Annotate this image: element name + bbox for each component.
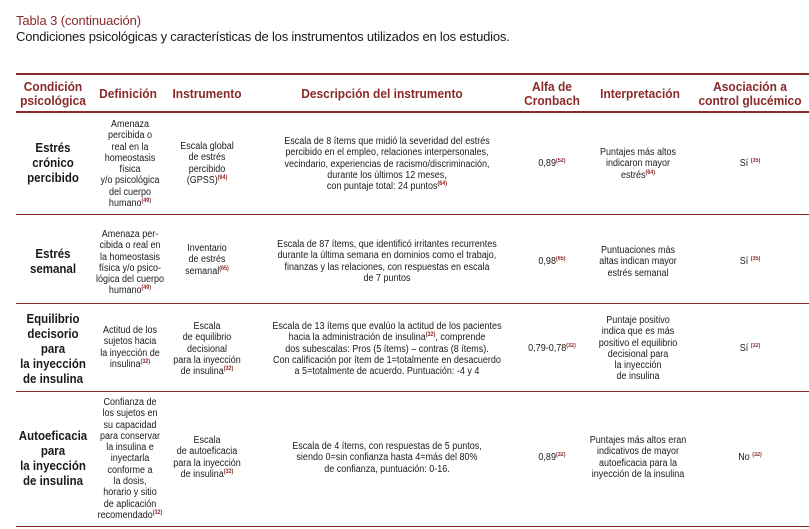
table-bottom-rule xyxy=(16,526,809,527)
row1-asociacion: Sí $^{(35)}$ xyxy=(739,158,761,169)
row4-alfa: 0,89$^{(32)}$ xyxy=(538,452,566,463)
row4-condicion: Autoeficacia para la inyección de insulina xyxy=(18,429,88,488)
row-divider-2 xyxy=(16,303,809,304)
row2-instrumento: Inventario de estrés semanal$^{(65)}$ xyxy=(185,243,229,277)
row-divider-3 xyxy=(16,391,809,392)
row4-asociacion: No $^{(32)}$ xyxy=(738,452,762,463)
row3-condicion: Equilibrio decisorio para la inyección de insulina xyxy=(20,312,86,386)
row2-asociacion: Sí $^{(35)}$ xyxy=(739,256,761,267)
row4-interpretacion: Puntajes más altos eran indicativos de mayor autoeficacia para la inyección de la insulina xyxy=(589,435,687,480)
header-instrumento: Instrumento xyxy=(172,86,242,101)
row3-descripcion: Escala de 13 ítems que evalúo la actitud de los pacientes hacia la administración de insulina$^{(32)}$, comprende dos subescalas: Pros (5 ítems) – contras (8 ítems). Con calificación por ítem de 1=totalmente en desacuerdo a 5=totalmente de acuerdo. Puntuación: -4 y 4 xyxy=(272,321,502,378)
header-descripcion: Descripción del instrumento xyxy=(301,86,463,101)
row1-definicion: Amenaza percibida o real en la homeostasis física y/o psicológica del cuerpo humano$^{(49)}$ xyxy=(100,119,160,210)
table-caption-title: Tabla 3 (continuación) xyxy=(16,13,141,28)
row3-alfa: 0,79-0,78$^{(32)}$ xyxy=(528,343,576,354)
header-bottom-rule xyxy=(16,111,809,113)
row-divider-1 xyxy=(16,214,809,215)
row3-definicion: Actitud de los sujetos hacia la inyección de insulina$^{(32)}$ xyxy=(100,325,160,370)
header-interpretacion: Interpretación xyxy=(600,86,680,101)
row2-interpretacion: Puntuaciones más altas indican mayor estrés semanal xyxy=(599,245,677,279)
header-alfa: Alfa de Cronbach xyxy=(524,79,580,108)
row3-interpretacion: Puntaje positivo indica que es más positivo el equilibrio decisional para la inyección de insulina xyxy=(598,315,678,383)
row1-interpretacion: Puntajes más altos indicaron mayor estrés$^{(64)}$ xyxy=(599,147,677,181)
row4-definicion: Confianza de los sujetos en su capacidad para conservar la insulina e inyectarla conforme a la dosis, horario y sitio de aplicación recomendado$^{(32)}$ xyxy=(97,397,163,521)
header-definicion: Definición xyxy=(99,86,157,101)
row1-descripcion: Escala de 8 ítems que midió la severidad del estrés percibido en el empleo, relaciones interpersonales, vecindario, experiencias de racismo/discriminación, durante los últimos 12 meses, con puntaje total: 24 puntos$^{(64)}$ xyxy=(284,136,490,193)
row2-alfa: 0,98$^{(65)}$ xyxy=(538,256,566,267)
row1-alfa: 0,89$^{(52)}$ xyxy=(538,158,566,169)
row1-condicion: Estrés crónico percibido xyxy=(27,141,79,185)
row2-definicion: Amenaza per- cibida o real en la homeostasis física y/o psico- lógica del cuerpo humano$^{(49)}$ xyxy=(95,229,165,297)
header-condicion: Condición psicológica xyxy=(20,79,86,108)
table-caption-subtitle: Condiciones psicológicas y características de los instrumentos utilizados en los estudios. xyxy=(16,29,510,44)
row4-instrumento: Escala de autoeficacia para la inyección de insulina$^{(32)}$ xyxy=(173,435,241,480)
header-asociacion: Asociación a control glucémico xyxy=(698,79,802,108)
row1-instrumento: Escala global de estrés percibido (GPSS)$^{(64)}$ xyxy=(180,141,234,186)
header-top-rule xyxy=(16,73,809,75)
row3-asociacion: Sí $^{(32)}$ xyxy=(739,343,761,354)
row2-condicion: Estrés semanal xyxy=(29,247,77,276)
row4-descripcion: Escala de 4 ítems, con respuestas de 5 puntos, siendo 0=sin confianza hasta 4=más del 80% de confianza, puntuación: 0-16. xyxy=(292,441,482,475)
row3-instrumento: Escala de equilibrio decisional para la inyección de insulina$^{(32)}$ xyxy=(173,321,241,378)
row2-descripcion: Escala de 87 ítems, que identificó irritantes recurrentes durante la última semana en dominios como el trabajo, finanzas y las relaciones, con respuestas en escala de 7 puntos xyxy=(277,239,497,284)
